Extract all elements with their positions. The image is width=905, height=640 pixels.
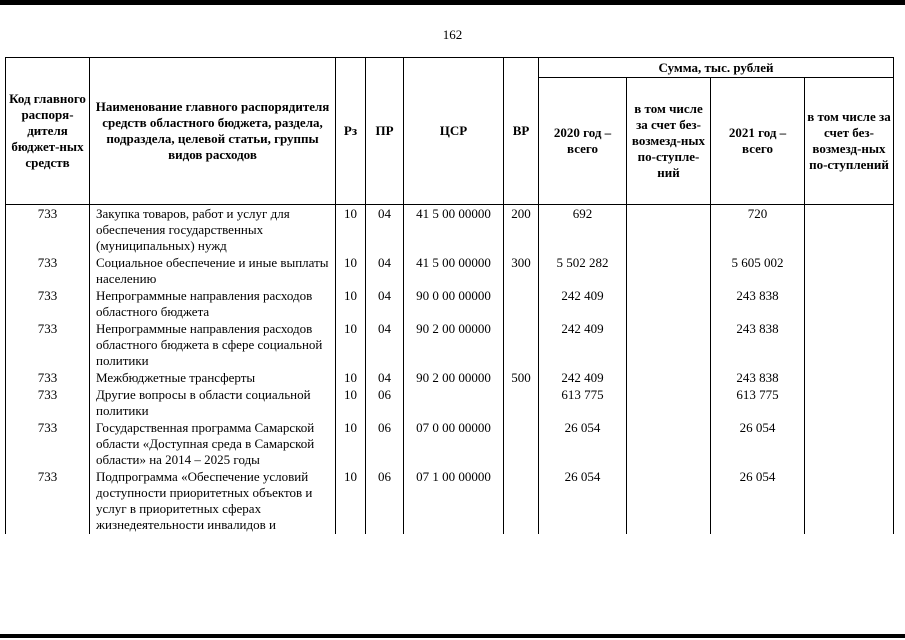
- row-2020-free: [627, 255, 711, 288]
- row-code: 733: [6, 321, 90, 370]
- row-2020-total: 692: [539, 205, 627, 256]
- row-code: 733: [6, 420, 90, 469]
- header-pr: ПР: [366, 58, 404, 205]
- row-pr: 04: [366, 370, 404, 387]
- row-2020-total: 613 775: [539, 387, 627, 420]
- row-2021-total: 613 775: [711, 387, 805, 420]
- row-pr: 06: [366, 469, 404, 534]
- table-row: [6, 321, 894, 370]
- row-pr: 04: [366, 255, 404, 288]
- table-row: [6, 420, 894, 469]
- table-row: [6, 387, 894, 420]
- row-2021-free: [805, 321, 894, 370]
- row-vr: 300: [504, 255, 539, 288]
- row-csr: 90 2 00 00000: [404, 370, 504, 387]
- row-pr: 04: [366, 288, 404, 321]
- header-2021-total: 2021 год – всего: [711, 78, 805, 205]
- header-vr: ВР: [504, 58, 539, 205]
- row-name: Непрограммные направления расходов областного бюджета: [90, 288, 336, 321]
- header-2020-total: 2020 год – всего: [539, 78, 627, 205]
- row-name: Закупка товаров, работ и услуг для обеспечения государственных (муниципальных) нужд: [90, 205, 336, 256]
- header-2020-free: в том числе за счет без-возмезд-ных по-ступле-ний: [627, 78, 711, 205]
- row-name: Социальное обеспечение и иные выплаты населению: [90, 255, 336, 288]
- row-pr: 04: [366, 205, 404, 256]
- row-csr: 41 5 00 00000: [404, 255, 504, 288]
- table-row: [6, 288, 894, 321]
- row-2020-free: [627, 420, 711, 469]
- row-code: 733: [6, 469, 90, 534]
- header-2021-free: в том числе за счет без-возмезд-ных по-ступлений: [805, 78, 894, 205]
- row-name: Государственная программа Самарской области «Доступная среда в Самарской области» на 2014 – 2025 годы: [90, 420, 336, 469]
- row-vr: 200: [504, 205, 539, 256]
- row-2021-free: [805, 420, 894, 469]
- row-2021-total: 243 838: [711, 370, 805, 387]
- row-vr: 500: [504, 370, 539, 387]
- row-rz: 10: [336, 205, 366, 256]
- row-2020-free: [627, 205, 711, 256]
- row-2020-free: [627, 288, 711, 321]
- row-2021-free: [805, 255, 894, 288]
- row-2020-total: 26 054: [539, 469, 627, 534]
- row-vr: [504, 288, 539, 321]
- row-vr: [504, 420, 539, 469]
- table-body: [6, 205, 894, 535]
- row-2020-free: [627, 469, 711, 534]
- row-pr: 04: [366, 321, 404, 370]
- row-2021-total: 243 838: [711, 321, 805, 370]
- row-2020-total: 242 409: [539, 370, 627, 387]
- row-csr: [404, 387, 504, 420]
- row-2021-free: [805, 469, 894, 534]
- header-name: Наименование главного распорядителя средств областного бюджета, раздела, подраздела, целевой статьи, группы видов расходов: [90, 58, 336, 205]
- row-vr: [504, 469, 539, 534]
- row-rz: 10: [336, 387, 366, 420]
- page-number: 162: [442, 27, 463, 42]
- row-2020-free: [627, 387, 711, 420]
- row-2021-total: 720: [711, 205, 805, 256]
- row-2020-free: [627, 370, 711, 387]
- row-csr: 07 1 00 00000: [404, 469, 504, 534]
- row-code: 733: [6, 288, 90, 321]
- header-csr: ЦСР: [404, 58, 504, 205]
- row-name: Другие вопросы в области социальной политики: [90, 387, 336, 420]
- row-2020-free: [627, 321, 711, 370]
- row-2021-free: [805, 370, 894, 387]
- row-pr: 06: [366, 420, 404, 469]
- row-csr: 90 0 00 00000: [404, 288, 504, 321]
- row-pr: 06: [366, 387, 404, 420]
- row-rz: 10: [336, 420, 366, 469]
- header-code: Код главного распоря-дителя бюджет-ных средств: [6, 58, 90, 205]
- table-row: [6, 205, 894, 256]
- row-name: Подпрограмма «Обеспечение условий доступности приоритетных объектов и услуг в приоритетных сферах жизнедеятельности инвалидов и: [90, 469, 336, 534]
- header-sum: Сумма, тыс. рублей: [539, 58, 894, 78]
- row-rz: 10: [336, 321, 366, 370]
- row-2020-total: 26 054: [539, 420, 627, 469]
- row-code: 733: [6, 255, 90, 288]
- row-rz: 10: [336, 288, 366, 321]
- row-2021-free: [805, 288, 894, 321]
- row-csr: 90 2 00 00000: [404, 321, 504, 370]
- row-code: 733: [6, 387, 90, 420]
- row-2020-total: 242 409: [539, 288, 627, 321]
- row-rz: 10: [336, 255, 366, 288]
- row-code: 733: [6, 370, 90, 387]
- top-rule: [0, 0, 905, 5]
- row-vr: [504, 387, 539, 420]
- row-csr: 07 0 00 00000: [404, 420, 504, 469]
- row-2021-free: [805, 205, 894, 256]
- row-2020-total: 5 502 282: [539, 255, 627, 288]
- row-rz: 10: [336, 370, 366, 387]
- budget-table: [5, 57, 894, 534]
- header-rz: Рз: [336, 58, 366, 205]
- table-row: [6, 469, 894, 534]
- row-name: Непрограммные направления расходов областного бюджета в сфере социальной политики: [90, 321, 336, 370]
- row-code: 733: [6, 205, 90, 256]
- row-csr: 41 5 00 00000: [404, 205, 504, 256]
- row-2021-free: [805, 387, 894, 420]
- row-rz: 10: [336, 469, 366, 534]
- row-2020-total: 242 409: [539, 321, 627, 370]
- row-2021-total: 26 054: [711, 420, 805, 469]
- row-name: Межбюджетные трансферты: [90, 370, 336, 387]
- row-2021-total: 5 605 002: [711, 255, 805, 288]
- row-vr: [504, 321, 539, 370]
- table-row: [6, 255, 894, 288]
- table-row: [6, 370, 894, 387]
- row-2021-total: 26 054: [711, 469, 805, 534]
- bottom-rule: [0, 634, 905, 638]
- row-2021-total: 243 838: [711, 288, 805, 321]
